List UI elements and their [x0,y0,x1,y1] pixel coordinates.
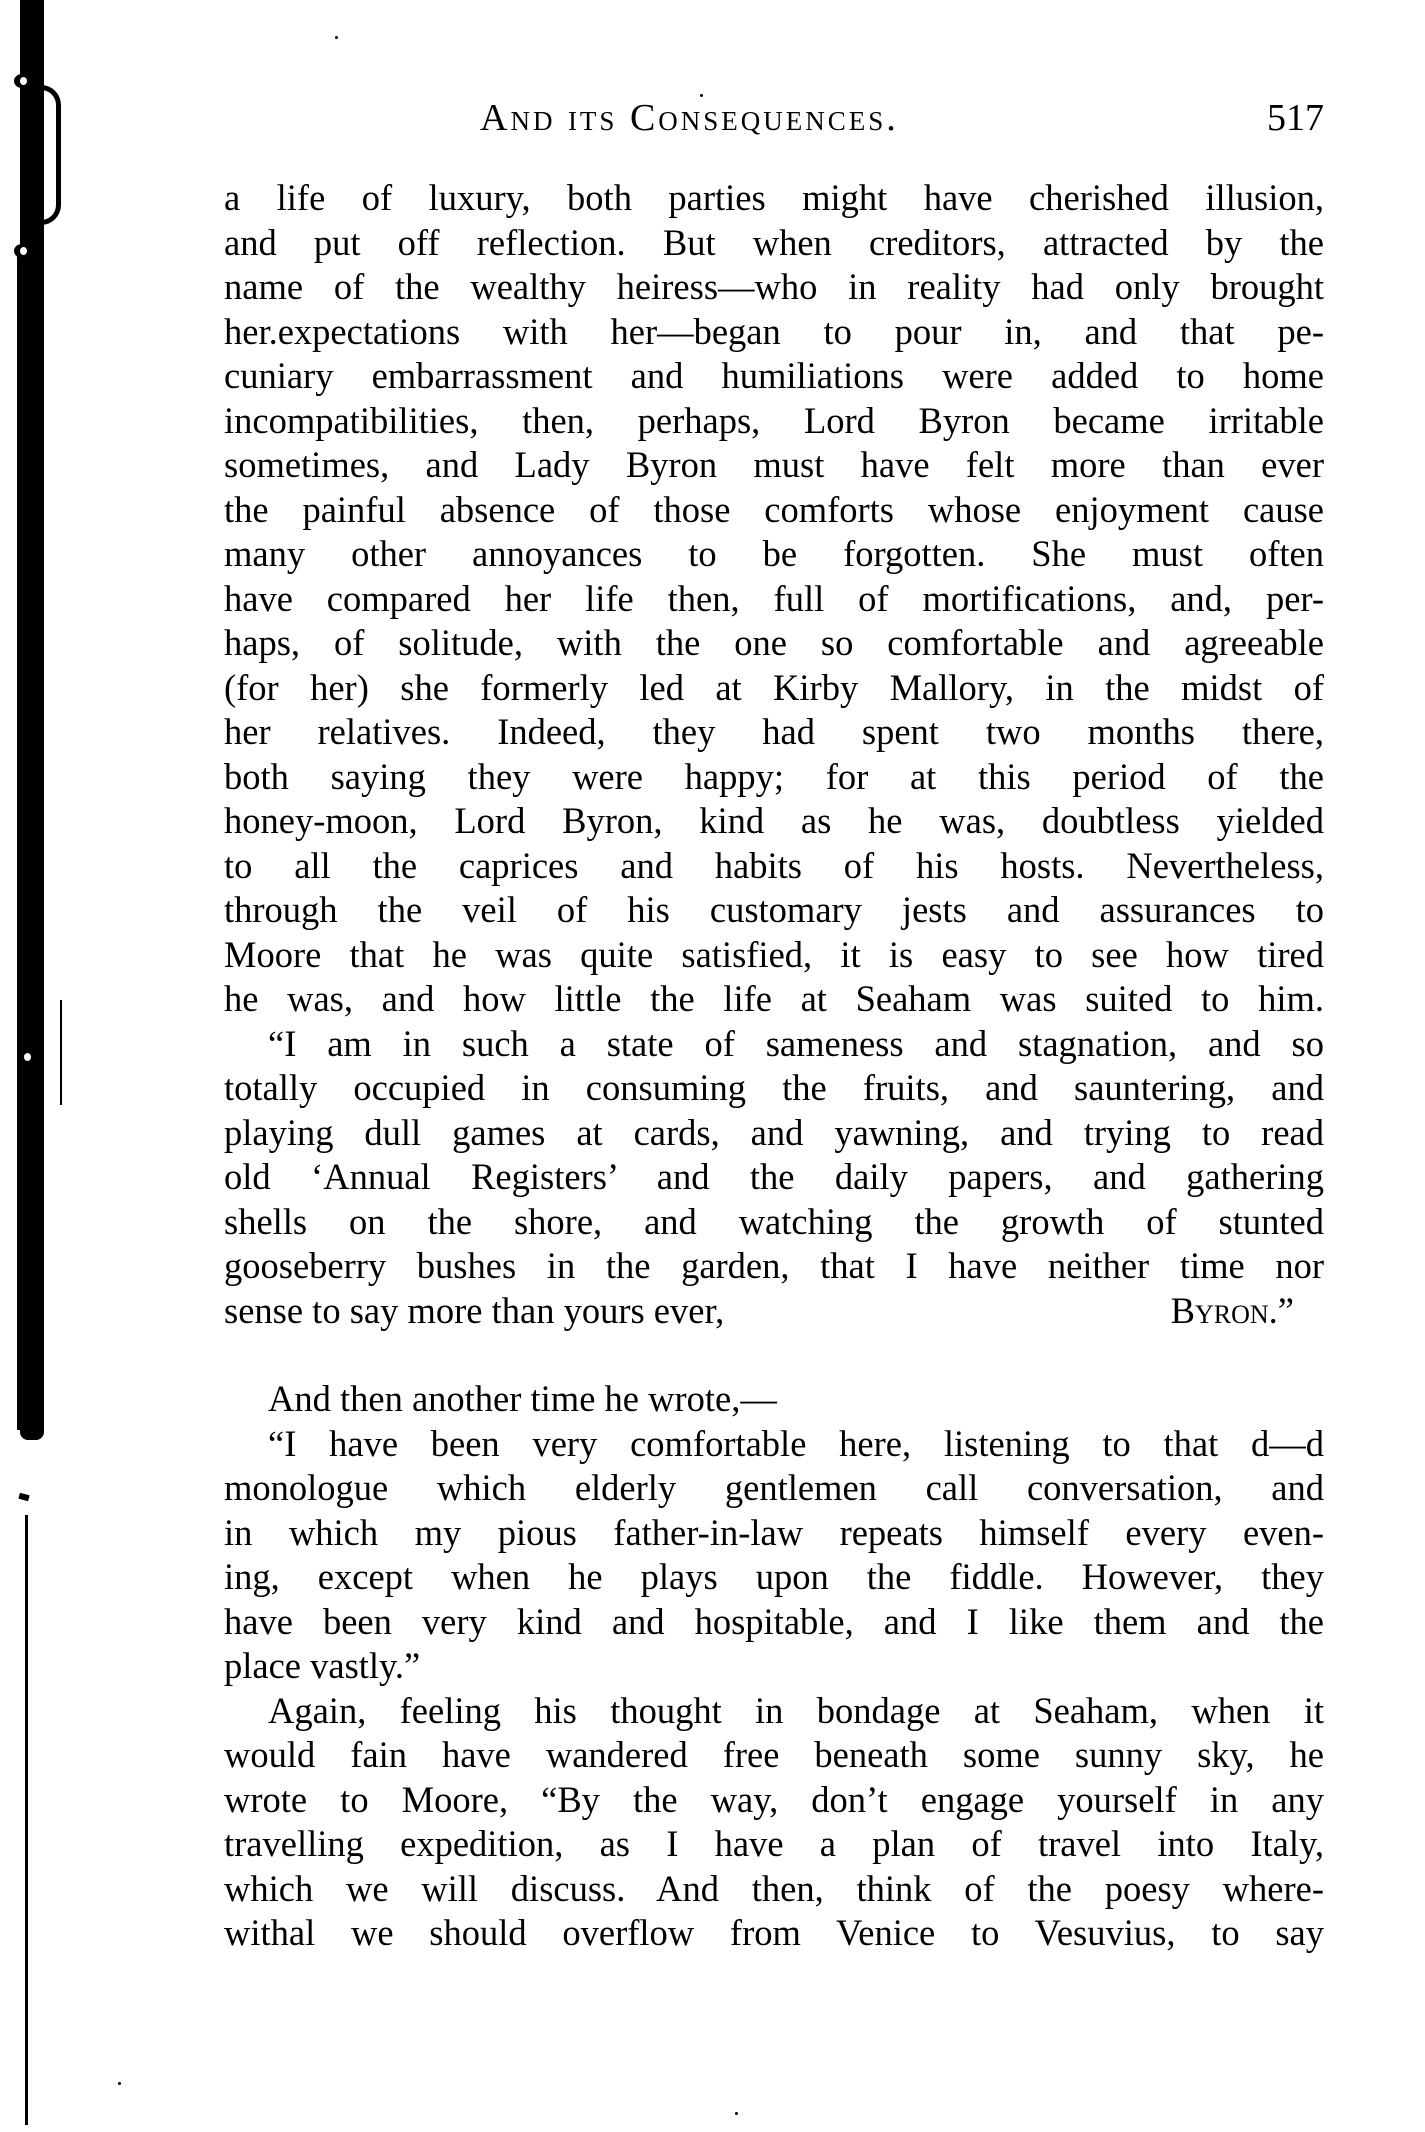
text-line: “I have been very comfortable here, listening to that d—d [268,1422,1324,1464]
binding-thread [60,1000,62,1105]
paragraph [224,176,1324,1022]
text-line: ing, except when he plays upon the fiddle. However, they [224,1556,1324,1597]
text-line: would fain have wandered free beneath some sunny sky, he [224,1734,1324,1775]
text-line: he was, and how little the life at Seaham was suited to him. [224,978,1324,1019]
text-line: both saying they were happy; for at this period of the [224,755,1324,797]
text-line: “I am in such a state of sameness and stagnation, and so [268,1022,1324,1064]
text-line: (for her) she formerly led at Kirby Mallory, in the midst of [224,666,1324,708]
running-head [224,96,1324,156]
quoted-letter [224,1022,1324,1334]
text-line: incompatibilities, then, perhaps, Lord Byron became irritable [224,399,1324,441]
binding-knot [14,74,30,88]
running-title: And its Consequences. [480,97,899,139]
text-line: sometimes, and Lady Byron must have felt more than ever [224,444,1324,485]
text-line: many other annoyances to be forgotten. She must often [224,533,1324,574]
text-line: her relatives. Indeed, they had spent two months there, [224,711,1324,752]
text-line: shells on the shore, and watching the growth of stunted [224,1200,1324,1242]
text-line: to all the caprices and habits of his hosts. Nevertheless, [224,844,1324,886]
binding-knot [14,244,30,258]
text-line: Again, feeling his thought in bondage at Seaham, when it [268,1689,1324,1731]
text-line: cuniary embarrassment and humiliations were added to home [224,355,1324,396]
text-line: and put off reflection. But when creditors, attracted by the [224,221,1324,263]
binding-spine-shadow [17,250,25,1430]
text-line: her.expectations with her—began to pour in, and that pe- [224,310,1324,352]
text-line: honey-moon, Lord Byron, kind as he was, doubtless yielded [224,800,1324,841]
body-text [224,176,1324,1956]
text-line: wrote to Moore, “By the way, don’t engage yourself in any [224,1778,1324,1820]
scan-speck [118,2082,121,2085]
text-line: name of the wealthy heiress—who in reality had only brought [224,266,1324,307]
text-line: playing dull games at cards, and yawning, and trying to read [224,1111,1324,1153]
quoted-letter [224,1422,1324,1689]
text-line: totally occupied in consuming the fruits, and sauntering, and [224,1067,1324,1108]
text-line: through the veil of his customary jests and assurances to [224,889,1324,930]
scan-speck [735,2112,738,2115]
binding-edge-line [25,1515,28,2125]
paragraph [224,1689,1324,1956]
scan-speck [335,36,338,39]
text-line: And then another time he wrote,— [268,1378,777,1419]
text-line: Moore that he was quite satisfied, it is easy to see how tired [224,933,1324,975]
signoff-text: sense to say more than yours ever, [224,1289,725,1331]
text-line: a life of luxury, both parties might have cherished illusion, [224,177,1324,218]
text-line: have compared her life then, full of mortifications, and, per- [224,577,1324,619]
binding-thread-loop [40,85,61,225]
text-line: monologue which elderly gentlemen call conversation, and [224,1467,1324,1508]
text-line: travelling expedition, as I have a plan of travel into Italy, [224,1823,1324,1864]
text-line: which we will discuss. And then, think of the poesy where- [224,1867,1324,1909]
text-line: gooseberry bushes in the garden, that I have neither time nor [224,1245,1324,1286]
text-line: withal we should overflow from Venice to Vesuvius, to say [224,1912,1324,1953]
text-line: in which my pious father-in-law repeats himself every even- [224,1511,1324,1553]
text-line: place vastly.” [224,1645,421,1686]
paragraph-gap [224,1333,1324,1377]
paragraph [224,1377,1324,1422]
text-line: the painful absence of those comforts whose enjoyment cause [224,488,1324,530]
text-line: old ‘Annual Registers’ and the daily papers, and gathering [224,1156,1324,1197]
book-binding-edge [0,0,60,2132]
binding-knot [18,1050,34,1064]
binding-mark [18,1493,29,1501]
page-number: 517 [1267,97,1324,139]
text-line: haps, of solitude, with the one so comfortable and agreeable [224,622,1324,663]
text-line: have been very kind and hospitable, and I like them and the [224,1600,1324,1642]
signature: Byron.” [1170,1289,1294,1331]
signoff-line [224,1289,1324,1334]
